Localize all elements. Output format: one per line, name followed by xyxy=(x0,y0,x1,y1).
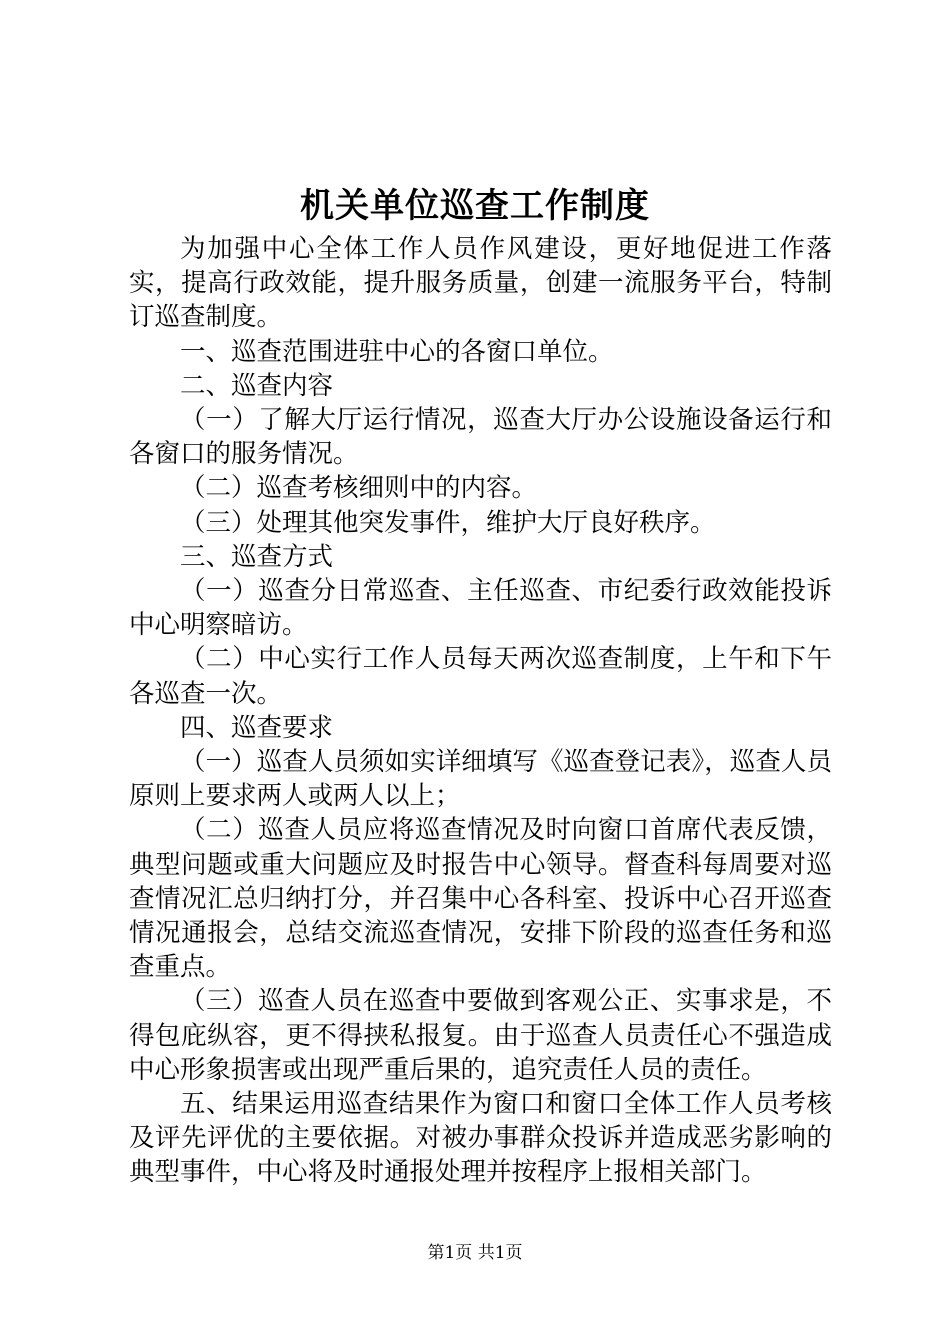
paragraph-section-2-item-1: （一）了解大厅运行情况，巡查大厅办公设施设备运行和各窗口的服务情况。 xyxy=(129,405,832,470)
heading-section-4: 四、巡查要求 xyxy=(180,712,334,743)
paragraph-section-4-item-2: （二）巡查人员应将巡查情况及时向窗口首席代表反馈，典型问题或重大问题应及时报告中心领导。督查科每周要对巡查情况汇总归纳打分，并召集中心各科室、投诉中心召开巡查情况通报会，总结交流巡查情况，安排下阶段的巡查任务和巡查重点。 xyxy=(129,815,832,983)
paragraph-section-3-item-2: （二）中心实行工作人员每天两次巡查制度，上午和下午各巡查一次。 xyxy=(129,644,832,709)
document-title: 机关单位巡查工作制度 xyxy=(300,186,650,226)
paragraph-section-5: 五、结果运用巡查结果作为窗口和窗口全体工作人员考核及评先评优的主要依据。对被办事群众投诉并造成恶劣影响的典型事件，中心将及时通报处理并按程序上报相关部门。 xyxy=(129,1089,832,1188)
paragraph-section-2-item-2: （二）巡查考核细则中的内容。 xyxy=(180,473,538,504)
paragraph-section-3-item-1: （一）巡查分日常巡查、主任巡查、市纪委行政效能投诉中心明察暗访。 xyxy=(129,576,832,641)
paragraph-section-4-item-1: （一）巡查人员须如实详细填写《巡查登记表》，巡查人员原则上要求两人或两人以上； xyxy=(129,747,832,812)
paragraph-intro: 为加强中心全体工作人员作风建设，更好地促进工作落实，提高行政效能，提升服务质量，创建一流服务平台，特制订巡查制度。 xyxy=(129,234,832,333)
paragraph-section-1: 一、巡查范围进驻中心的各窗口单位。 xyxy=(180,336,614,367)
document-body xyxy=(129,232,832,1190)
heading-section-2: 二、巡查内容 xyxy=(180,370,334,401)
heading-section-3: 三、巡查方式 xyxy=(180,541,334,572)
paragraph-section-4-item-3: （三）巡查人员在巡查中要做到客观公正、实事求是，不得包庇纵容，更不得挟私报复。由于巡查人员责任心不强造成中心形象损害或出现严重后果的，追究责任人员的责任。 xyxy=(129,986,832,1085)
page-footer: 第1页 共1页 xyxy=(427,1243,523,1263)
paragraph-section-2-item-3: （三）处理其他突发事件，维护大厅良好秩序。 xyxy=(180,507,716,538)
